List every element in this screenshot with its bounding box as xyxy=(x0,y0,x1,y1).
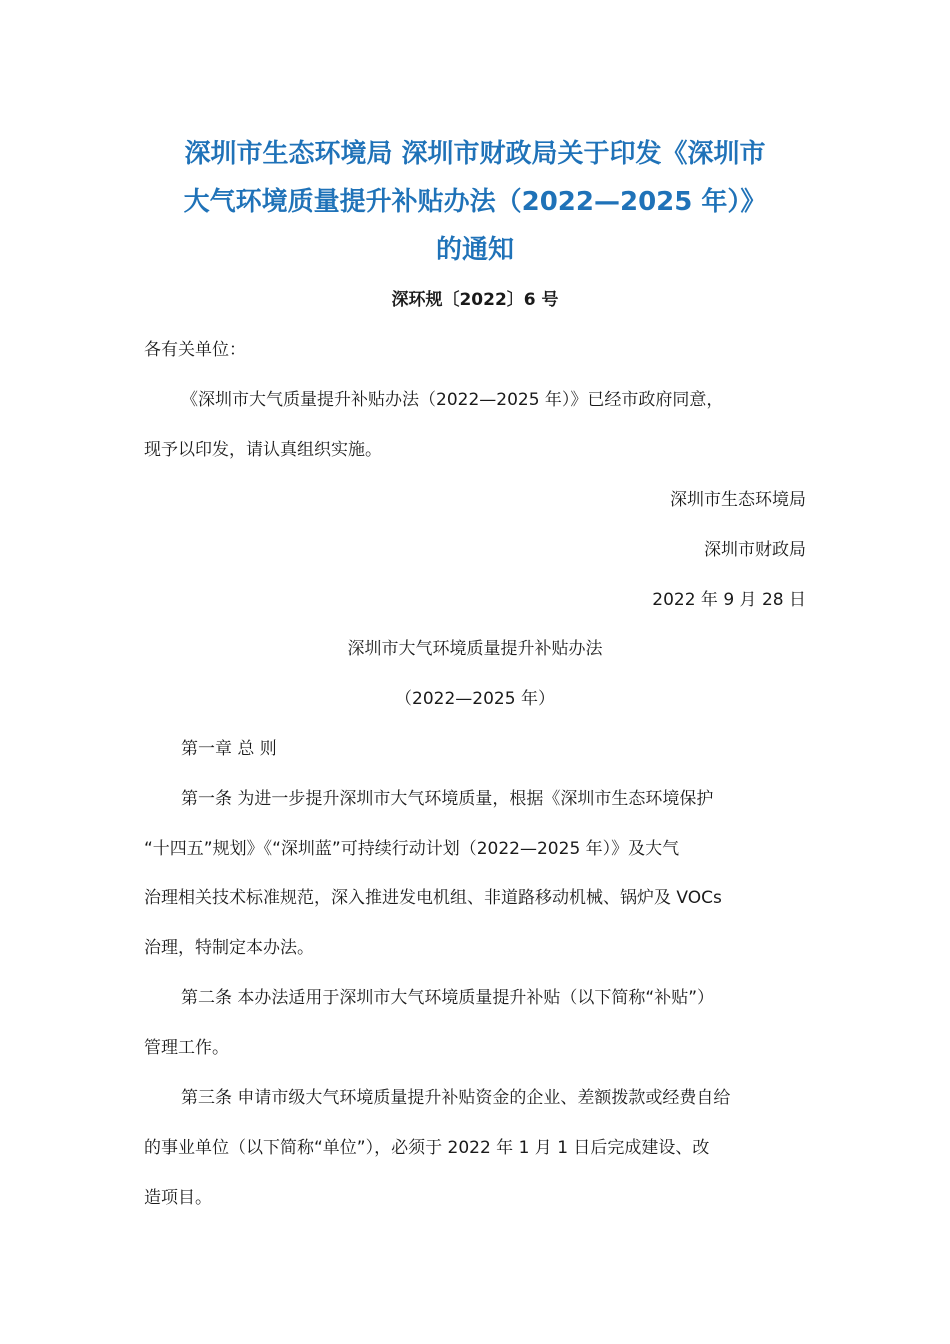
notice-title xyxy=(130,130,820,274)
article-3-line-3: 造项目。 xyxy=(144,1188,212,1208)
title-line-3: 的通知 xyxy=(435,235,514,265)
document-number: 深环规〔2022〕6 号 xyxy=(391,290,559,310)
article-1-line-4: 治理，特制定本办法。 xyxy=(144,938,314,958)
salutation: 各有关单位： xyxy=(144,340,246,360)
intro-line-2: 现予以印发，请认真组织实施。 xyxy=(144,440,382,460)
article-1-line-3: 治理相关技术标准规范，深入推进发电机组、非道路移动机械、锅炉及 VOCs xyxy=(144,888,722,908)
article-2-line-1: 第二条 本办法适用于深圳市大气环境质量提升补贴（以下简称“补贴”） xyxy=(181,988,715,1008)
title-line-1: 深圳市生态环境局 深圳市财政局关于印发《深圳市 xyxy=(184,139,766,169)
measures-title: 深圳市大气环境质量提升补贴办法 xyxy=(347,639,603,659)
chapter-heading: 第一章 总 则 xyxy=(181,739,277,759)
title-line-2: 大气环境质量提升补贴办法（2022—2025 年）》 xyxy=(183,187,767,217)
article-2-line-2: 管理工作。 xyxy=(144,1038,229,1058)
signature-date: 2022 年 9 月 28 日 xyxy=(652,590,806,610)
intro-line-1: 《深圳市大气质量提升补贴办法（2022—2025 年）》已经市政府同意， xyxy=(181,390,724,410)
article-1-line-1: 第一条 为进一步提升深圳市大气环境质量，根据《深圳市生态环境保护 xyxy=(181,789,714,809)
measures-period: （2022—2025 年） xyxy=(395,689,555,709)
article-3-line-1: 第三条 申请市级大气环境质量提升补贴资金的企业、差额拨款或经费自给 xyxy=(181,1088,731,1108)
signature-issuer-2: 深圳市财政局 xyxy=(704,540,806,560)
article-3-line-2: 的事业单位（以下简称“单位”），必须于 2022 年 1 月 1 日后完成建设、改 xyxy=(144,1138,710,1158)
article-1-line-2: “十四五”规划》《“深圳蓝”可持续行动计划（2022—2025 年）》及大气 xyxy=(144,839,680,859)
signature-issuer-1: 深圳市生态环境局 xyxy=(670,490,806,510)
